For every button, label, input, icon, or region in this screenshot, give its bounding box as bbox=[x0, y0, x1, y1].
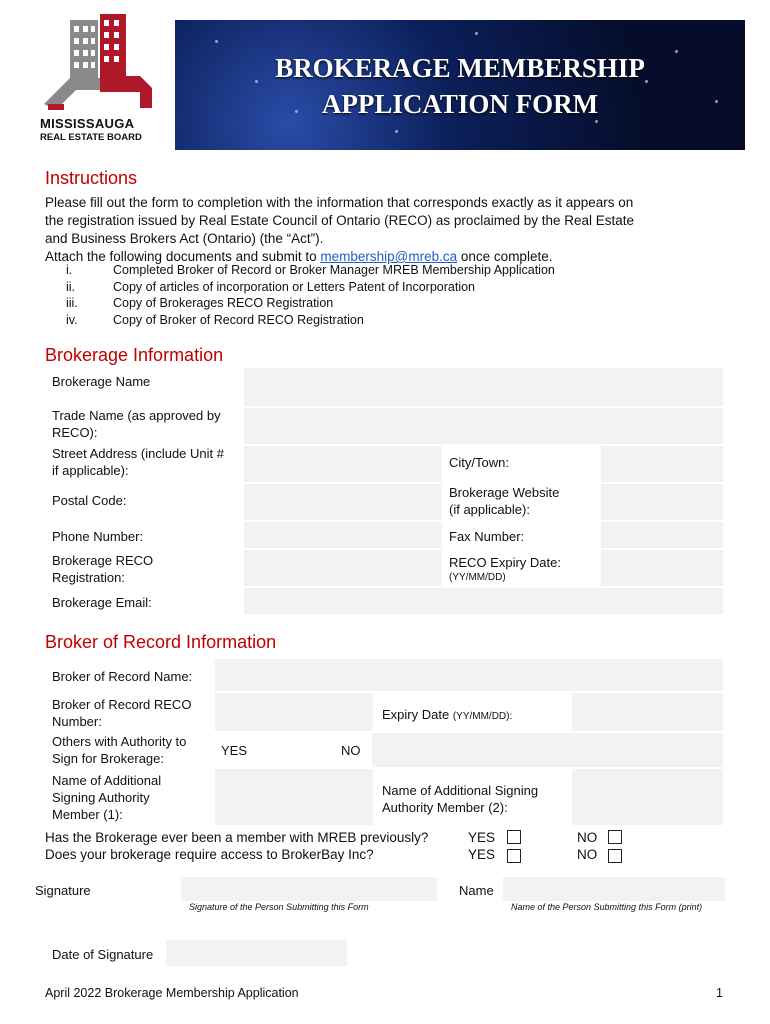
add1-label-line2: Signing Authority bbox=[52, 790, 150, 805]
attach-prefix: Attach the following documents and submit to bbox=[45, 249, 321, 264]
trade-name-label-line2: RECO): bbox=[52, 425, 98, 440]
others-yes-option[interactable]: YES bbox=[221, 743, 248, 758]
broker-reco-label-line2: Number: bbox=[52, 714, 102, 729]
additional-member-2-field[interactable] bbox=[572, 769, 723, 825]
broker-name-label: Broker of Record Name: bbox=[52, 669, 193, 684]
add1-label-line3: Member (1): bbox=[52, 807, 123, 822]
previous-member-no-checkbox[interactable] bbox=[608, 830, 622, 844]
broker-expiry-text: Expiry Date bbox=[382, 707, 450, 722]
name-caption: Name of the Person Submitting this Form (print) bbox=[511, 902, 703, 912]
website-field[interactable] bbox=[601, 484, 723, 520]
mreb-logo bbox=[40, 12, 160, 152]
street-address-label bbox=[52, 445, 224, 479]
instructions-line-3: and Business Brokers Act (Ontario) (the “Act”). bbox=[45, 231, 324, 246]
list-text: Copy of Broker of Record RECO Registration bbox=[113, 312, 364, 327]
reco-label-line2: Registration: bbox=[52, 570, 125, 585]
previous-member-yes-checkbox[interactable] bbox=[507, 830, 521, 844]
others-authority-field[interactable] bbox=[372, 733, 723, 767]
broker-reco-label-line1: Broker of Record RECO bbox=[52, 697, 192, 712]
additional-member-2-label bbox=[382, 782, 538, 816]
instructions-line-1: Please fill out the form to completion with the information that corresponds exactly as it appears on bbox=[45, 195, 634, 210]
brokerage-email-label: Brokerage Email: bbox=[52, 595, 152, 610]
previous-member-yes-label: YES bbox=[468, 830, 496, 845]
title-line-2: APPLICATION FORM bbox=[321, 89, 599, 119]
date-of-signature-label: Date of Signature bbox=[52, 947, 154, 962]
street-label-line2: if applicable): bbox=[52, 463, 129, 478]
brokerbay-yes-checkbox[interactable] bbox=[507, 849, 521, 863]
page-title bbox=[175, 50, 745, 122]
website-label-line1: Brokerage Website bbox=[449, 485, 560, 500]
signature-caption: Signature of the Person Submitting this Form bbox=[189, 902, 369, 912]
website-label bbox=[449, 484, 559, 518]
list-text: Copy of articles of incorporation or Letters Patent of Incorporation bbox=[113, 279, 475, 294]
street-address-field[interactable] bbox=[244, 446, 442, 482]
phone-field[interactable] bbox=[244, 522, 442, 548]
trade-name-label bbox=[52, 407, 221, 441]
instructions-heading: Instructions bbox=[45, 168, 138, 188]
others-authority-label bbox=[52, 733, 186, 767]
brokerage-reco-label bbox=[52, 552, 153, 586]
website-label-line2: (if applicable): bbox=[449, 502, 530, 517]
city-label: City/Town: bbox=[449, 455, 509, 470]
brokerage-name-label: Brokerage Name bbox=[52, 374, 151, 389]
broker-expiry-field[interactable] bbox=[572, 693, 723, 731]
brokerbay-no-label: NO bbox=[577, 847, 598, 862]
date-of-signature-field[interactable] bbox=[166, 940, 347, 966]
question-brokerbay: Does your brokerage require access to BrokerBay Inc? bbox=[45, 847, 374, 862]
page-number: 1 bbox=[716, 986, 723, 1000]
signature-label: Signature bbox=[35, 883, 91, 898]
question-previous-member: Has the Brokerage ever been a member with MREB previously? bbox=[45, 830, 429, 845]
header-banner bbox=[175, 20, 745, 150]
city-field[interactable] bbox=[601, 446, 723, 482]
others-label-line1: Others with Authority to bbox=[52, 734, 187, 749]
brokerage-heading: Brokerage Information bbox=[45, 345, 224, 365]
instructions-line-2: the registration issued by Real Estate Council of Ontario (RECO) as proclaimed by the Real Estate bbox=[45, 213, 635, 228]
additional-member-1-field[interactable] bbox=[215, 769, 373, 825]
add2-label-line1: Name of Additional Signing bbox=[382, 783, 539, 798]
building-logo-icon bbox=[40, 12, 160, 152]
logo-text-line1: MISSISSAUGA bbox=[40, 116, 135, 131]
phone-label: Phone Number: bbox=[52, 529, 144, 544]
documents-list bbox=[66, 263, 726, 329]
list-item bbox=[66, 280, 726, 297]
list-item bbox=[66, 296, 726, 313]
list-number: iii. bbox=[66, 296, 78, 310]
list-item bbox=[66, 313, 726, 330]
brokerage-name-field[interactable] bbox=[244, 368, 723, 406]
brokerage-email-field[interactable] bbox=[244, 588, 723, 614]
broker-reco-field[interactable] bbox=[215, 693, 373, 731]
attach-suffix: once complete. bbox=[457, 249, 553, 264]
title-line-1: BROKERAGE MEMBERSHIP bbox=[275, 53, 645, 83]
signature-field[interactable] bbox=[181, 877, 437, 901]
street-label-line1: Street Address (include Unit # bbox=[52, 446, 224, 461]
reco-expiry-label: RECO Expiry Date: bbox=[449, 555, 561, 570]
name-label: Name bbox=[459, 883, 494, 898]
trade-name-label-line1: Trade Name (as approved by bbox=[52, 408, 221, 423]
fax-field[interactable] bbox=[601, 522, 723, 548]
logo-text-line2: REAL ESTATE BOARD bbox=[40, 132, 142, 143]
brokerage-reco-field[interactable] bbox=[244, 550, 442, 586]
footer-text: April 2022 Brokerage Membership Application bbox=[45, 986, 299, 1000]
trade-name-field[interactable] bbox=[244, 408, 723, 444]
name-field[interactable] bbox=[503, 877, 725, 901]
broker-record-heading: Broker of Record Information bbox=[45, 632, 277, 652]
membership-email-link[interactable]: membership@mreb.ca bbox=[320, 249, 458, 264]
add1-label-line1: Name of Additional bbox=[52, 773, 162, 788]
list-number: iv. bbox=[66, 312, 78, 327]
others-no-option[interactable]: NO bbox=[341, 743, 361, 758]
reco-expiry-format: (YY/MM/DD) bbox=[449, 572, 506, 583]
broker-expiry-label bbox=[382, 706, 512, 725]
reco-expiry-field[interactable] bbox=[601, 550, 723, 586]
list-text: Completed Broker of Record or Broker Manager MREB Membership Application bbox=[113, 263, 555, 277]
brokerbay-no-checkbox[interactable] bbox=[608, 849, 622, 863]
reco-label-line1: Brokerage RECO bbox=[52, 553, 154, 568]
brokerbay-yes-label: YES bbox=[468, 847, 496, 862]
additional-member-1-label bbox=[52, 772, 161, 823]
add2-label-line2: Authority Member (2): bbox=[382, 800, 508, 815]
list-item bbox=[66, 263, 726, 280]
list-number: ii. bbox=[66, 279, 76, 294]
postal-code-field[interactable] bbox=[244, 484, 442, 520]
list-text: Copy of Brokerages RECO Registration bbox=[113, 296, 334, 310]
fax-label: Fax Number: bbox=[449, 529, 525, 544]
broker-reco-label bbox=[52, 696, 191, 730]
list-number: i. bbox=[66, 263, 73, 277]
others-label-line2: Sign for Brokerage: bbox=[52, 751, 165, 766]
broker-name-field[interactable] bbox=[215, 659, 723, 691]
instructions-paragraph bbox=[45, 194, 735, 266]
broker-expiry-format: (YY/MM/DD): bbox=[452, 711, 513, 722]
postal-code-label: Postal Code: bbox=[52, 493, 127, 508]
previous-member-no-label: NO bbox=[577, 830, 598, 845]
